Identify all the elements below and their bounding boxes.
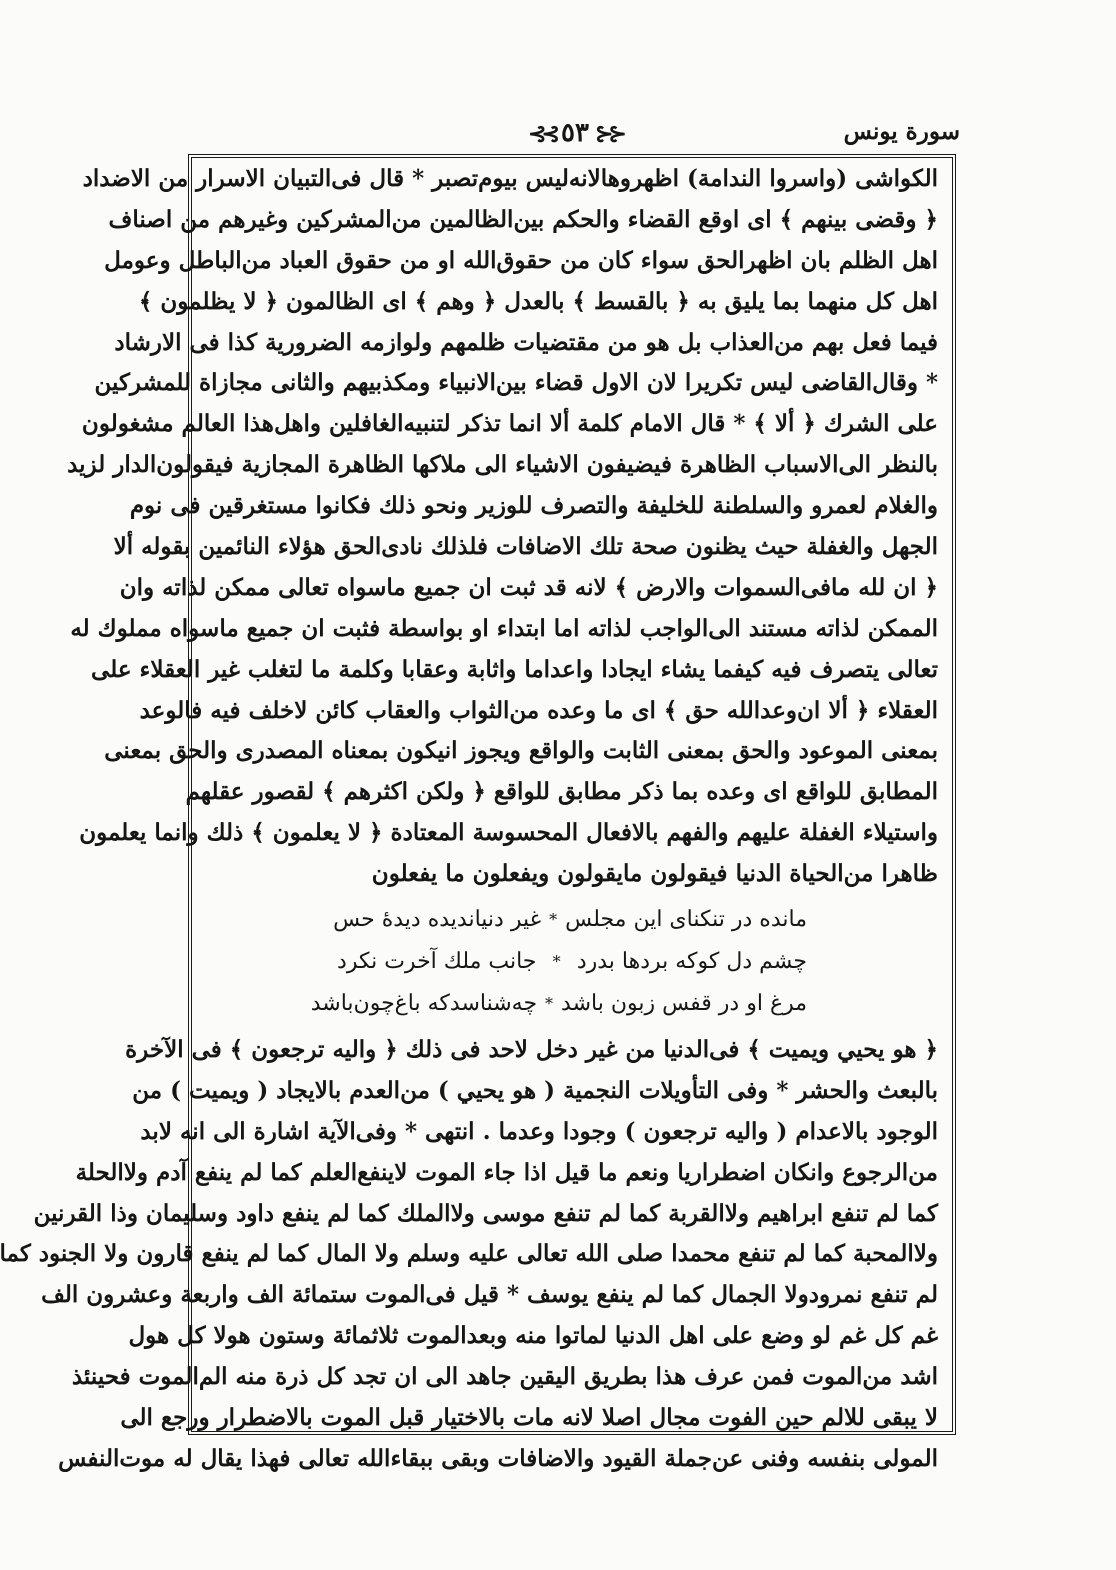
- hemistich-right: مانده در تنكناى اين مجلس: [565, 907, 807, 933]
- couplet: [310, 983, 807, 1025]
- hemistich-right: چشم دل كوكه بردها بدرد: [576, 949, 807, 975]
- text-line: اهل الظلم بان اظهرالحق سواء كان من حقوق‌الله او من حقوق العباد من‌الباطل وعومل: [104, 246, 938, 274]
- text-line: الجهل والغفلة حيث يظنون صحة تلك الاضافات فلذلك نادى‌الحق هؤلاء النائمين بقوله ألا: [113, 533, 938, 561]
- text-line: غم كل غم لو وضع على اهل الدنيا لماتوا منه وبعدالموت ثلاثمائة وستون هولا كل هول: [128, 1322, 938, 1350]
- page-number-block: [190, 118, 960, 148]
- hemistich-left: غير دنيانديده ديدهٔ حس: [333, 907, 542, 933]
- text-line: فيما فعل بهم من‌العذاب بل هو من مقتضيات ظلمهم ولوازمه الضرورية كذا فى الارشاد: [114, 328, 938, 356]
- body-text: [0, 159, 938, 1480]
- text-line: لا يبقى للالم حين الفوت مجال اصلا لانه مات بالاختيار قبل الموت بالاضطرار ورجع الى: [120, 1404, 938, 1432]
- hemistich-left: جانب ملك آخرت نكرد: [337, 949, 537, 975]
- poetry-block: [206, 895, 938, 1030]
- hemistich-separator: *: [549, 910, 558, 930]
- text-line: واستيلاء الغفلة عليهم والفهم بالافعال المحسوسة المعتادة ﴿ لا يعلمون ﴾ ذلك وانما يعلمون: [79, 819, 938, 847]
- text-line: ﴿ ان لله مافى‌السموات والارض ﴾ لانه قد ثبت ان جميع ماسواه تعالى ممكن لذاته وان: [119, 573, 938, 601]
- text-line: بالنظر الى‌الاسباب الظاهرة فيضيفون الاشياء الى ملاكها الظاهرة المجازية فيقولون‌الدار لزيد: [67, 451, 938, 479]
- sura-name: سورة يونس: [843, 118, 960, 145]
- page-number: ٥٣: [561, 118, 589, 148]
- couplet: [337, 941, 807, 983]
- text-line: الممكن لذاته مستند الى‌الواجب لذاته اما ابتداء او بواسطة فثبت ان جميع ماسواه مملوك له: [70, 614, 938, 642]
- text-line: ظاهرا من‌الحياة الدنيا فيقولون مايقولون ويفعلون ما يفعلون: [371, 860, 938, 888]
- text-line: اشد من‌الموت فمن عرف هذا بطريق اليقين جاهد الى ان تجد كل ذرة منه الم‌الموت فحينئذ: [71, 1363, 938, 1391]
- hemistich-separator: *: [545, 994, 554, 1014]
- text-line: والغلام لعمرو والسلطنة للخليفة والتصرف للوزير ونحو ذلك فكانوا مستغرقين فى نوم: [129, 492, 938, 520]
- text-line: ﴿ وقضى بينهم ﴾ اى اوقع القضاء والحكم بين‌الظالمين من‌المشركين وغيرهم من اصناف: [108, 205, 938, 233]
- ornament-left: ⊱⊱: [528, 121, 556, 147]
- text-line: الوجود بالاعدام ( واليه ترجعون ) وجودا وعدما . انتهى * وفى‌الآية اشارة الى انه لابد: [140, 1117, 938, 1145]
- text-line: تعالى يتصرف فيه كيفما يشاء ايجادا واعداما واثابة وعقابا وكلمة ما لتغلب غير العقلاء على: [91, 655, 938, 683]
- page-header: [190, 118, 960, 152]
- text-line: لم تنفع نمرودولا الجمال كما لم ينفع يوسف * قيل فى‌الموت ستمائة الف واربعة وعشرون الف: [41, 1281, 938, 1309]
- text-line: من‌الرجوع وانكان اضطراريا ونعم ما قيل اذا جاء الموت لاينفع‌العلم كما لم ينفع آدم ولاالحلة: [75, 1158, 938, 1186]
- text-line: ولاالمحبة كما لم تنفع محمدا صلى الله تعالى عليه وسلم ولا المال كما لم ينفع قارون ولا الجنود كما: [0, 1240, 938, 1268]
- text-line: بالبعث والحشر * وفى التأويلات النجمية ( هو يحيي ) من‌العدم بالايجاد ( ويميت ) من: [132, 1076, 938, 1104]
- hemistich-right: مرغ او در قفس زبون باشد: [561, 991, 807, 1017]
- text-line: * وقال‌القاضى ليس تكريرا لان الاول قضاء بين‌الانبياء ومكذبيهم والثانى مجازاة للمشركين: [94, 369, 938, 397]
- text-line: كما لم تنفع ابراهيم ولاالقربة كما لم تنفع موسى ولاالملك كما لم ينفع داود وسليمان وذا القرنين: [33, 1199, 938, 1227]
- text-line: بمعنى الموعود والحق بمعنى الثابت والواقع ويجوز انيكون بمعناه المصدرى والحق بمعنى: [104, 737, 938, 765]
- text-line: ﴿ هو يحيي ويميت ﴾ فى‌الدنيا من غير دخل لاحد فى ذلك ﴿ واليه ترجعون ﴾ فى الآخرة: [125, 1036, 938, 1064]
- text-line: الكواشى (واسروا الندامة) اظهروهالانه‌ليس بيوم‌تصبر * قال فى‌التبيان الاسرار من الاضداد: [82, 165, 938, 192]
- text-line: على الشرك ﴿ ألا ﴾ * قال الامام كلمة ألا انما تذكر لتنبيه‌الغافلين واهل‌هذا العالم مشغولون: [81, 410, 938, 438]
- text-line: العقلاء ﴿ ألا ان‌وعدالله حق ﴾ اى ما وعده من‌الثواب والعقاب كائن لاخلف فيه فالوعد: [139, 696, 938, 724]
- couplet: [333, 899, 807, 941]
- text-line: المولى بنفسه وفنى عن‌جملة القيود والاضافات وبقى ببقاءالله تعالى فهذا يقال له موت‌النفس: [58, 1444, 938, 1472]
- ornament-right: ⊰⊰: [594, 121, 622, 147]
- text-line: المطابق للواقع اى وعده بما ذكر مطابق للواقع ﴿ ولكن اكثرهم ﴾ لقصور عقلهم: [185, 778, 938, 806]
- hemistich-left: چه‌شناسدكه باغ‌چون‌باشد: [310, 991, 538, 1017]
- hemistich-separator: *: [552, 952, 561, 972]
- text-line: اهل كل منهما بما يليق به ﴿ بالقسط ﴾ بالعدل ﴿ وهم ﴾ اى الظالمون ﴿ لا يظلمون ﴾: [138, 287, 938, 315]
